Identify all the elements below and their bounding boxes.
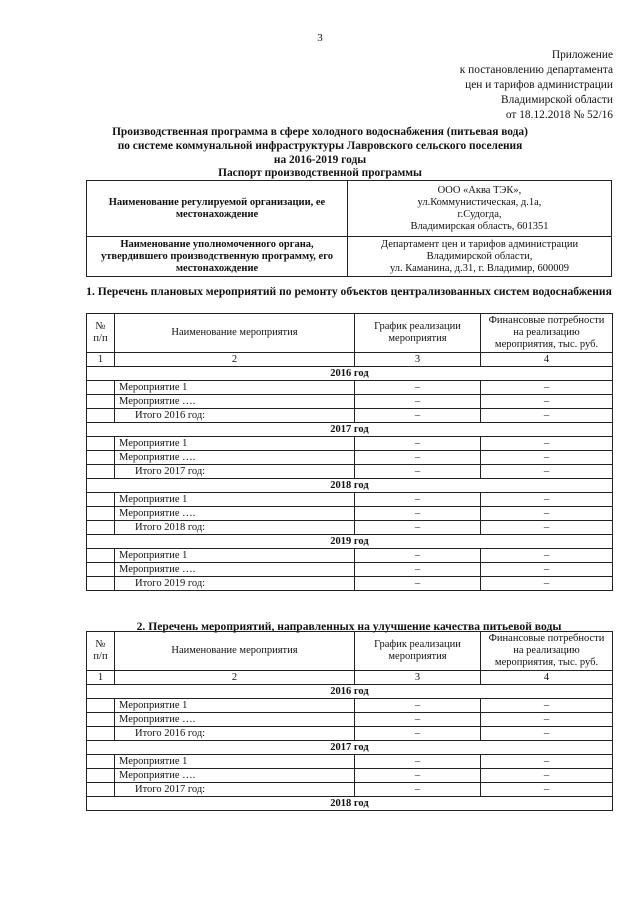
row-num-cell <box>87 713 115 727</box>
table-row <box>87 381 613 395</box>
column-index: 2 <box>115 353 355 367</box>
value-line: Владимирской области, <box>426 250 533 262</box>
schedule-cell: – <box>355 783 481 797</box>
finance-cell: – <box>481 451 613 465</box>
finance-cell: – <box>481 395 613 409</box>
activity-name: Мероприятие 1 <box>115 699 355 713</box>
section2-table <box>86 631 613 811</box>
header-finance: Финансовые потребности на реализацию мероприятия, тыс. руб. <box>481 632 613 671</box>
row-num-cell <box>87 437 115 451</box>
column-index-row <box>87 671 613 685</box>
finance-cell: – <box>481 783 613 797</box>
column-index-row <box>87 353 613 367</box>
year-row <box>87 741 613 755</box>
table-row <box>87 699 613 713</box>
column-index: 1 <box>87 353 115 367</box>
schedule-cell: – <box>355 507 481 521</box>
activity-name: Мероприятие …. <box>115 395 355 409</box>
table-header-row <box>87 632 613 671</box>
activity-name: Мероприятие …. <box>115 563 355 577</box>
table-row <box>87 493 613 507</box>
finance-cell: – <box>481 409 613 423</box>
finance-cell: – <box>481 437 613 451</box>
year-label: 2016 год <box>87 685 613 699</box>
total-label: Итого 2018 год: <box>115 521 355 535</box>
schedule-cell: – <box>355 769 481 783</box>
row-num-cell <box>87 783 115 797</box>
finance-cell: – <box>481 493 613 507</box>
schedule-cell: – <box>355 563 481 577</box>
schedule-cell: – <box>355 755 481 769</box>
schedule-cell: – <box>355 409 481 423</box>
finance-cell: – <box>481 507 613 521</box>
finance-cell: – <box>481 769 613 783</box>
activity-name: Мероприятие …. <box>115 769 355 783</box>
row-num-cell <box>87 577 115 591</box>
row-num-cell <box>87 451 115 465</box>
appendix-line: Владимирской области <box>501 94 613 106</box>
activity-name: Мероприятие 1 <box>115 755 355 769</box>
total-label: Итого 2016 год: <box>115 727 355 741</box>
value-line: г.Судогда, <box>457 208 502 220</box>
value-line: Департамент цен и тарифов администрации <box>380 238 579 250</box>
header-finance: Финансовые потребности на реализацию мероприятия, тыс. руб. <box>481 314 613 353</box>
schedule-cell: – <box>355 465 481 479</box>
year-label: 2016 год <box>87 367 613 381</box>
schedule-cell: – <box>355 577 481 591</box>
page-number: 3 <box>317 32 323 44</box>
total-row <box>87 409 613 423</box>
value-line: Владимирская область, 601351 <box>410 220 549 232</box>
total-label: Итого 2016 год: <box>115 409 355 423</box>
column-index: 3 <box>355 353 481 367</box>
finance-cell: – <box>481 549 613 563</box>
appendix-line: к постановлению департамента <box>459 64 613 76</box>
year-label: 2017 год <box>87 423 613 437</box>
column-index: 4 <box>481 353 613 367</box>
year-row <box>87 479 613 493</box>
activity-name: Мероприятие …. <box>115 713 355 727</box>
activity-name: Мероприятие …. <box>115 507 355 521</box>
header-schedule: График реализации мероприятия <box>355 314 481 353</box>
year-row <box>87 367 613 381</box>
passport-value <box>348 237 612 277</box>
total-row <box>87 783 613 797</box>
schedule-cell: – <box>355 713 481 727</box>
row-num-cell <box>87 755 115 769</box>
finance-cell: – <box>481 563 613 577</box>
table-row <box>87 507 613 521</box>
finance-cell: – <box>481 755 613 769</box>
passport-caption: Паспорт производственной программы <box>218 167 422 179</box>
activity-name: Мероприятие 1 <box>115 549 355 563</box>
year-label: 2017 год <box>87 741 613 755</box>
appendix-line: цен и тарифов администрации <box>465 79 613 91</box>
table-row <box>87 549 613 563</box>
total-row <box>87 521 613 535</box>
schedule-cell: – <box>355 699 481 713</box>
total-row <box>87 727 613 741</box>
finance-cell: – <box>481 521 613 535</box>
table-header-row <box>87 314 613 353</box>
activity-name: Мероприятие 1 <box>115 437 355 451</box>
value-line: ООО «Аква ТЭК», <box>437 184 522 196</box>
activity-name: Мероприятие 1 <box>115 381 355 395</box>
value-line: ул.Коммунистическая, д.1а, <box>417 196 542 208</box>
row-num-cell <box>87 395 115 409</box>
header-name: Наименование мероприятия <box>115 632 355 671</box>
table-row <box>87 755 613 769</box>
year-row <box>87 797 613 811</box>
table-row <box>87 563 613 577</box>
title-line: на 2016-2019 годы <box>273 154 367 166</box>
schedule-cell: – <box>355 381 481 395</box>
finance-cell: – <box>481 713 613 727</box>
appendix-block <box>460 48 613 123</box>
passport-row <box>87 237 612 277</box>
section1-table <box>86 313 613 591</box>
title-line: Производственная программа в сфере холодного водоснабжения (питьевая вода) <box>112 126 528 138</box>
row-num-cell <box>87 381 115 395</box>
header-name: Наименование мероприятия <box>115 314 355 353</box>
activity-name: Мероприятие …. <box>115 451 355 465</box>
document-title <box>80 125 560 167</box>
table-row <box>87 451 613 465</box>
schedule-cell: – <box>355 493 481 507</box>
appendix-line: Приложение <box>551 49 613 61</box>
finance-cell: – <box>481 577 613 591</box>
header-num: № п/п <box>87 314 115 353</box>
row-num-cell <box>87 727 115 741</box>
passport-row <box>87 181 612 237</box>
row-num-cell <box>87 699 115 713</box>
row-num-cell <box>87 409 115 423</box>
table-row <box>87 713 613 727</box>
total-label: Итого 2017 год: <box>115 783 355 797</box>
section1-heading: 1. Перечень плановых мероприятий по ремонту объектов централизованных систем водоснабжения <box>86 285 612 298</box>
schedule-cell: – <box>355 549 481 563</box>
title-line: по системе коммунальной инфраструктуры Лавровского сельского поселения <box>117 140 523 152</box>
total-label: Итого 2019 год: <box>115 577 355 591</box>
table-row <box>87 395 613 409</box>
passport-value <box>348 181 612 237</box>
appendix-line: от 18.12.2018 № 52/16 <box>505 109 613 121</box>
total-row <box>87 465 613 479</box>
passport-label: Наименование регулируемой организации, ее местонахождение <box>87 181 348 237</box>
schedule-cell: – <box>355 395 481 409</box>
schedule-cell: – <box>355 727 481 741</box>
column-index: 2 <box>115 671 355 685</box>
year-label: 2018 год <box>87 479 613 493</box>
total-row <box>87 577 613 591</box>
section2-heading: 2. Перечень мероприятий, направленных на улучшение качества питьевой воды <box>136 620 562 633</box>
column-index: 4 <box>481 671 613 685</box>
row-num-cell <box>87 549 115 563</box>
year-row <box>87 423 613 437</box>
finance-cell: – <box>481 727 613 741</box>
row-num-cell <box>87 769 115 783</box>
column-index: 1 <box>87 671 115 685</box>
total-label: Итого 2017 год: <box>115 465 355 479</box>
schedule-cell: – <box>355 451 481 465</box>
passport-table <box>86 180 612 277</box>
table-row <box>87 437 613 451</box>
row-num-cell <box>87 465 115 479</box>
row-num-cell <box>87 521 115 535</box>
header-schedule: График реализации мероприятия <box>355 632 481 671</box>
year-label: 2019 год <box>87 535 613 549</box>
finance-cell: – <box>481 699 613 713</box>
row-num-cell <box>87 563 115 577</box>
row-num-cell <box>87 507 115 521</box>
value-line: ул. Каманина, д.31, г. Владимир, 600009 <box>389 262 570 274</box>
year-label: 2018 год <box>87 797 613 811</box>
passport-label: Наименование уполномоченного органа, утвердившего производственную программу, его местонахождение <box>87 237 348 277</box>
finance-cell: – <box>481 465 613 479</box>
activity-name: Мероприятие 1 <box>115 493 355 507</box>
table-row <box>87 769 613 783</box>
header-num: № п/п <box>87 632 115 671</box>
schedule-cell: – <box>355 437 481 451</box>
row-num-cell <box>87 493 115 507</box>
finance-cell: – <box>481 381 613 395</box>
schedule-cell: – <box>355 521 481 535</box>
year-row <box>87 535 613 549</box>
year-row <box>87 685 613 699</box>
column-index: 3 <box>355 671 481 685</box>
